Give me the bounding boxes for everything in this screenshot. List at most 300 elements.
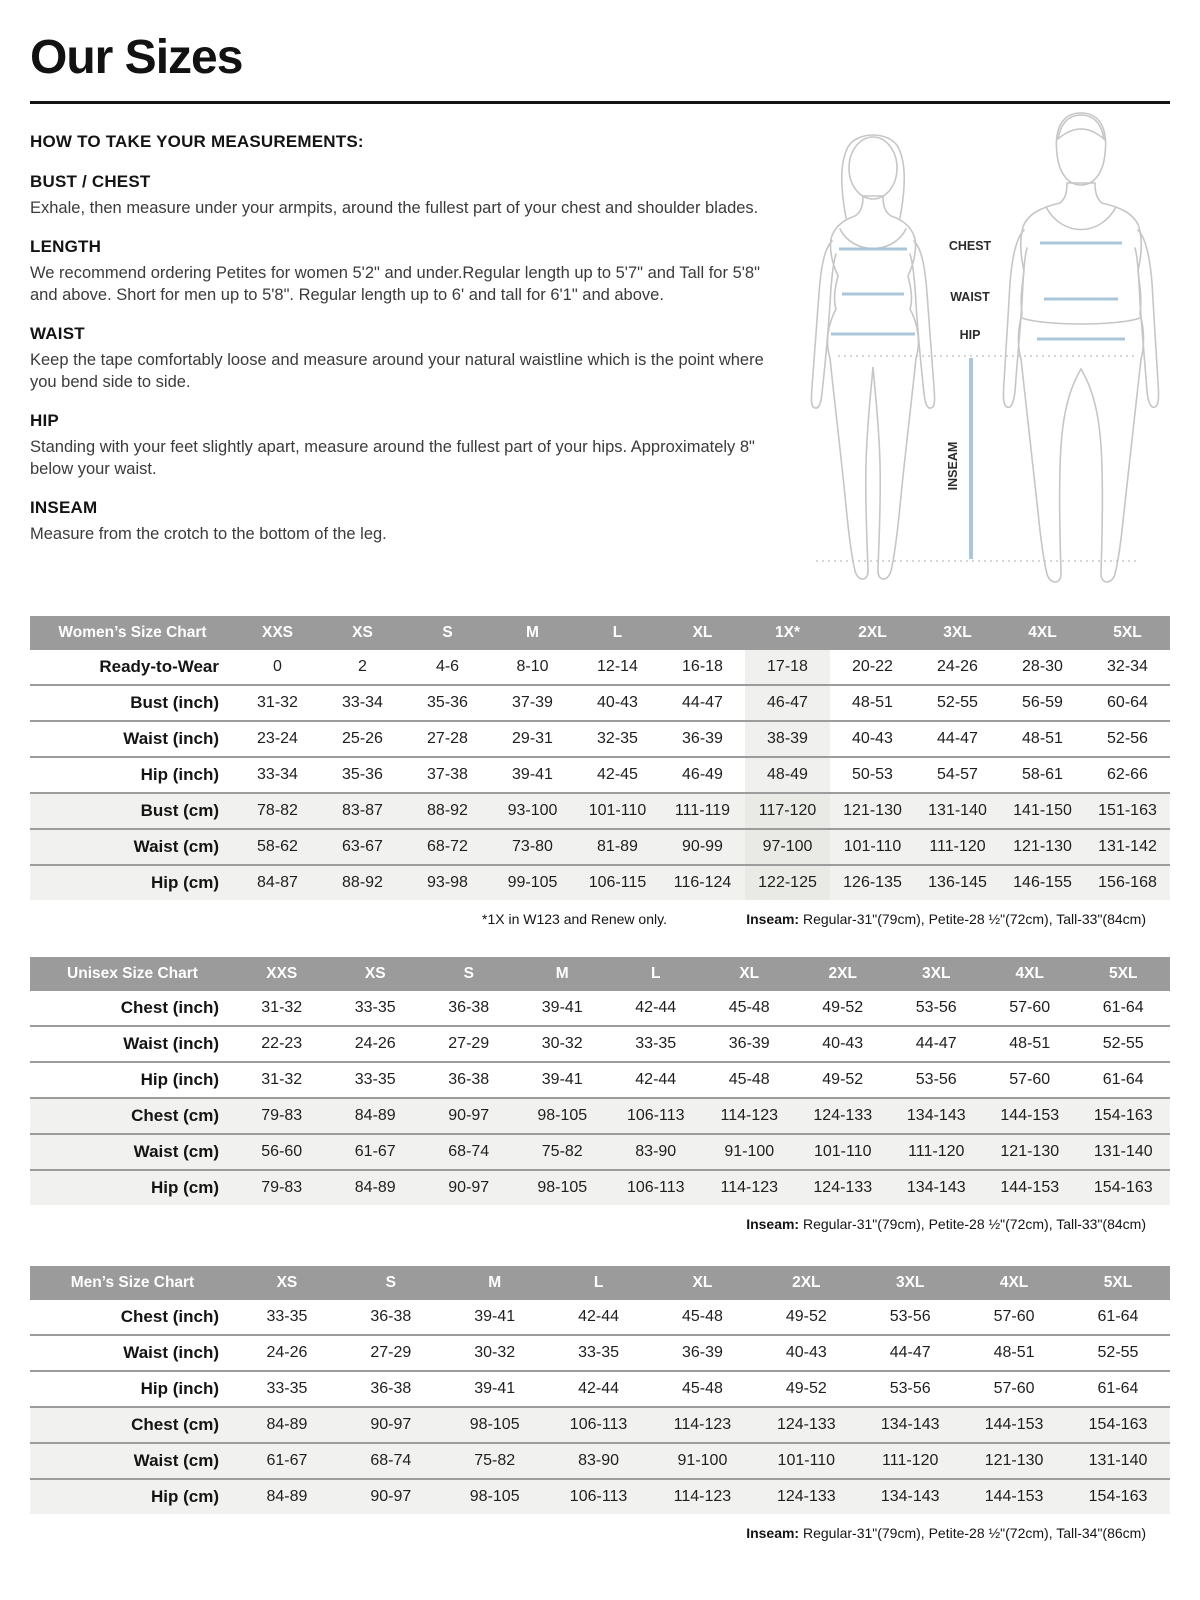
size-cell: 42-44: [578, 1308, 620, 1325]
table-row: [30, 757, 1170, 793]
size-cell: 57-60: [993, 1380, 1035, 1397]
size-cell: 144-153: [984, 1416, 1044, 1433]
section-text: Keep the tape comfortably loose and measure around your natural waistline which is the point where you bend side to side.: [30, 350, 764, 391]
size-cell: 101-110: [813, 1143, 872, 1160]
table-row: [30, 829, 1170, 865]
section-heading: WAIST: [30, 323, 85, 343]
size-column-header: 2XL: [754, 1266, 858, 1300]
size-cell: 39-41: [474, 1380, 516, 1397]
diagram-labels: [946, 239, 992, 490]
size-cell: 46-49: [682, 766, 723, 783]
size-cell: 30-32: [474, 1344, 516, 1361]
inseam-footnote-label: Inseam:: [746, 1216, 800, 1232]
one-x-footnote: *1X in W123 and Renew only.: [482, 911, 667, 927]
size-cell: 42-44: [578, 1380, 620, 1397]
size-cell: 68-72: [427, 838, 468, 855]
size-cell: 84-89: [354, 1107, 396, 1124]
size-cell: 58-61: [1022, 766, 1063, 783]
size-cell: 33-35: [354, 1071, 396, 1088]
size-column-header: 5XL: [1085, 616, 1170, 650]
instructions-heading: HOW TO TAKE YOUR MEASUREMENTS:: [30, 132, 364, 151]
size-cell: 83-87: [342, 802, 383, 819]
row-label: Hip (inch): [140, 765, 219, 784]
size-cell: 83-90: [635, 1143, 677, 1160]
size-cell: 90-99: [682, 838, 723, 855]
size-cell: 4-6: [435, 658, 460, 675]
row-label: Hip (cm): [151, 873, 219, 892]
section-text: Measure from the crotch to the bottom of the leg.: [30, 524, 387, 543]
size-cell: 36-39: [728, 1035, 770, 1052]
size-cell: 91-100: [677, 1452, 728, 1469]
size-cell: 45-48: [681, 1380, 723, 1397]
size-column-header: 3XL: [858, 1266, 962, 1300]
size-cell: 131-140: [928, 802, 987, 819]
size-cell: 32-35: [597, 730, 638, 747]
size-cell: 79-83: [261, 1179, 303, 1196]
size-cell: 62-66: [1107, 766, 1148, 783]
size-cell: 39-41: [512, 766, 553, 783]
size-column-header: M: [443, 1266, 547, 1300]
top-section: [30, 104, 1170, 602]
man-neckline: [1046, 207, 1116, 230]
measurement-section-waist: [30, 324, 765, 394]
size-cell: 126-135: [843, 874, 902, 891]
size-cell: 154-163: [1093, 1107, 1153, 1124]
size-cell: 57-60: [1009, 1071, 1051, 1088]
section-text: We recommend ordering Petites for women 5'2" and under.Regular length up to 5'7" and Tall for 5'8" and above. Short for men up to 5'8". Regular length up to 6' and tall for 6'1" and above.: [30, 263, 760, 304]
size-column-header: XS: [329, 957, 423, 991]
size-column-header: XXS: [235, 957, 329, 991]
size-cell: 121-130: [1000, 1143, 1060, 1160]
size-cell: 40-43: [597, 694, 638, 711]
size-column-header: 4XL: [983, 957, 1077, 991]
size-cell: 0: [273, 658, 282, 675]
measurement-section-hip: [30, 411, 765, 481]
table-row: [30, 1371, 1170, 1407]
size-cell: 33-35: [635, 1035, 677, 1052]
chest-label: CHEST: [948, 239, 992, 253]
size-cell: 27-28: [427, 730, 468, 747]
size-cell: 98-105: [469, 1416, 520, 1433]
size-cell: 48-51: [1022, 730, 1063, 747]
size-cell: 24-26: [937, 658, 978, 675]
size-cell: 63-67: [342, 838, 383, 855]
size-cell: 79-83: [261, 1107, 303, 1124]
size-cell: 56-59: [1022, 694, 1063, 711]
size-cell: 33-34: [257, 766, 298, 783]
size-cell: 42-45: [597, 766, 638, 783]
size-cell: 116-124: [673, 874, 732, 891]
size-cell: 52-55: [1097, 1344, 1139, 1361]
table-row: [30, 865, 1170, 900]
row-label: Chest (cm): [131, 1415, 219, 1434]
table-title: Men’s Size Chart: [30, 1266, 235, 1300]
size-column-header: S: [405, 616, 490, 650]
size-cell: 48-51: [852, 694, 893, 711]
size-cell: 134-143: [880, 1416, 940, 1433]
row-label: Waist (inch): [123, 1343, 219, 1362]
size-cell: 31-32: [257, 694, 298, 711]
size-column-header: 4XL: [962, 1266, 1066, 1300]
mens-chart-footnotes: [30, 1525, 1170, 1547]
womens-size-chart: [30, 616, 1170, 900]
size-cell: 141-150: [1013, 802, 1072, 819]
table-row: [30, 721, 1170, 757]
size-cell: 146-155: [1013, 874, 1072, 891]
size-cell: 90-97: [448, 1107, 490, 1124]
size-cell: 111-120: [882, 1452, 939, 1469]
size-column-header: S: [339, 1266, 443, 1300]
size-cell: 144-153: [1000, 1107, 1060, 1124]
size-cell: 37-39: [512, 694, 553, 711]
woman-neckline: [840, 229, 906, 249]
row-label: Chest (cm): [131, 1106, 219, 1125]
row-label: Bust (inch): [130, 693, 219, 712]
table-row: [30, 991, 1170, 1026]
inseam-footnote-text: Regular-31"(79cm), Petite-28 ½"(72cm), Tall-33"(84cm): [799, 1216, 1146, 1232]
size-cell: 40-43: [785, 1344, 827, 1361]
unisex-size-chart: [30, 957, 1170, 1205]
size-cell: 75-82: [541, 1143, 583, 1160]
size-cell: 122-125: [745, 865, 830, 900]
size-cell: 98-105: [469, 1488, 520, 1505]
size-cell: 151-163: [1098, 802, 1157, 819]
table-row: [30, 1170, 1170, 1205]
woman-body: [828, 196, 919, 579]
size-cell: 61-64: [1097, 1308, 1139, 1325]
size-cell: 48-49: [745, 757, 830, 793]
size-cell: 121-130: [984, 1452, 1044, 1469]
size-cell: 81-89: [597, 838, 638, 855]
size-cell: 136-145: [928, 874, 987, 891]
size-chart-table: [30, 616, 1170, 900]
size-cell: 111-120: [929, 838, 986, 855]
size-cell: 28-30: [1022, 658, 1063, 675]
size-cell: 83-90: [578, 1452, 620, 1469]
size-cell: 35-36: [427, 694, 468, 711]
size-cell: 45-48: [728, 999, 770, 1016]
table-row: [30, 793, 1170, 829]
size-cell: 31-32: [261, 999, 303, 1016]
table-row: [30, 1443, 1170, 1479]
size-cell: 106-113: [569, 1488, 628, 1505]
section-text: Exhale, then measure under your armpits, around the fullest part of your chest and shoulder blades.: [30, 199, 759, 217]
size-cell: 56-60: [261, 1143, 303, 1160]
size-cell: 53-56: [915, 1071, 957, 1088]
size-cell: 44-47: [682, 694, 723, 711]
row-label: Hip (inch): [140, 1070, 219, 1089]
man-tank-hem: [1022, 318, 1140, 324]
size-cell: 144-153: [1000, 1179, 1060, 1196]
size-cell: 36-38: [370, 1308, 412, 1325]
size-cell: 117-120: [745, 793, 830, 829]
size-cell: 93-98: [427, 874, 468, 891]
size-cell: 22-23: [261, 1035, 303, 1052]
size-column-header: S: [422, 957, 516, 991]
size-cell: 46-47: [745, 685, 830, 721]
size-cell: 73-80: [512, 838, 553, 855]
size-cell: 99-105: [507, 874, 558, 891]
inseam-footnote-text: Regular-31"(79cm), Petite-28 ½"(72cm), Tall-33"(84cm): [799, 911, 1146, 927]
size-cell: 57-60: [993, 1308, 1035, 1325]
size-cell: 154-163: [1088, 1416, 1148, 1433]
size-cell: 53-56: [915, 999, 957, 1016]
size-cell: 36-38: [448, 1071, 490, 1088]
size-cell: 98-105: [537, 1179, 588, 1196]
size-cell: 52-55: [937, 694, 978, 711]
table-row: [30, 1479, 1170, 1514]
size-column-header: 1X*: [745, 616, 830, 650]
size-cell: 44-47: [937, 730, 978, 747]
size-cell: 38-39: [745, 721, 830, 757]
size-cell: 61-64: [1102, 1071, 1144, 1088]
size-column-header: XL: [651, 1266, 755, 1300]
size-cell: 33-35: [578, 1344, 620, 1361]
size-cell: 101-110: [588, 802, 647, 819]
section-heading: HIP: [30, 410, 59, 430]
mens-size-chart: [30, 1266, 1170, 1514]
size-chart-table: [30, 957, 1170, 1205]
size-cell: 88-92: [427, 802, 468, 819]
row-label: Hip (cm): [151, 1487, 219, 1506]
inseam-footnote-label: Inseam:: [746, 1525, 800, 1541]
size-column-header: 3XL: [890, 957, 984, 991]
inseam-footnote: [746, 911, 1146, 927]
section-text: Standing with your feet slightly apart, measure around the fullest part of your hips. Approximately 8" below your waist.: [30, 437, 755, 478]
size-cell: 131-140: [1088, 1452, 1148, 1469]
size-cell: 75-82: [474, 1452, 516, 1469]
unisex-chart-footnotes: [30, 1216, 1170, 1238]
size-cell: 124-133: [813, 1179, 873, 1196]
size-cell: 84-89: [266, 1488, 308, 1505]
size-cell: 23-24: [257, 730, 298, 747]
row-label: Waist (inch): [123, 1034, 219, 1053]
size-column-header: XL: [703, 957, 797, 991]
size-cell: 154-163: [1093, 1179, 1153, 1196]
table-title: Women’s Size Chart: [30, 616, 235, 650]
size-column-header: L: [609, 957, 703, 991]
size-cell: 114-123: [673, 1416, 732, 1433]
size-cell: 48-51: [1009, 1035, 1051, 1052]
section-heading: LENGTH: [30, 236, 102, 256]
size-column-header: 5XL: [1066, 1266, 1170, 1300]
size-cell: 37-38: [427, 766, 468, 783]
table-row: [30, 1098, 1170, 1134]
size-cell: 90-97: [448, 1179, 490, 1196]
dotted-guides: [816, 356, 1140, 561]
size-cell: 58-62: [257, 838, 298, 855]
size-cell: 27-29: [370, 1344, 412, 1361]
inseam-footnote-label: Inseam:: [746, 911, 800, 927]
size-cell: 49-52: [822, 1071, 864, 1088]
figure-outlines: [811, 113, 1158, 582]
womens-chart-footnotes: [30, 911, 1170, 933]
size-cell: 60-64: [1107, 694, 1148, 711]
size-column-header: 2XL: [796, 957, 890, 991]
inseam-footnote: [746, 1216, 1146, 1232]
size-column-header: 3XL: [915, 616, 1000, 650]
body-measurement-diagram: [778, 106, 1178, 598]
row-label: Waist (inch): [123, 729, 219, 748]
table-row: [30, 650, 1170, 685]
size-column-header: 2XL: [830, 616, 915, 650]
size-chart-table: [30, 1266, 1170, 1514]
size-cell: 45-48: [681, 1308, 723, 1325]
size-cell: 50-53: [852, 766, 893, 783]
size-cell: 106-113: [626, 1179, 685, 1196]
size-cell: 53-56: [889, 1308, 931, 1325]
size-cell: 8-10: [516, 658, 549, 675]
row-label: Waist (cm): [133, 1451, 219, 1470]
size-cell: 40-43: [852, 730, 893, 747]
size-cell: 42-44: [635, 999, 677, 1016]
size-cell: 78-82: [257, 802, 298, 819]
size-column-header: XL: [660, 616, 745, 650]
size-cell: 33-35: [354, 999, 396, 1016]
size-cell: 30-32: [541, 1035, 583, 1052]
size-column-header: XS: [320, 616, 405, 650]
size-cell: 33-34: [342, 694, 383, 711]
size-cell: 124-133: [813, 1107, 873, 1124]
size-column-header: L: [575, 616, 660, 650]
section-heading: BUST / CHEST: [30, 172, 151, 191]
size-cell: 24-26: [266, 1344, 308, 1361]
size-cell: 134-143: [880, 1488, 940, 1505]
size-cell: 134-143: [906, 1107, 966, 1124]
size-cell: 27-29: [448, 1035, 490, 1052]
row-label: Bust (cm): [140, 801, 219, 820]
inseam-footnote: [746, 1525, 1146, 1541]
waist-label: WAIST: [950, 290, 990, 304]
size-cell: 25-26: [342, 730, 383, 747]
size-cell: 90-97: [370, 1488, 412, 1505]
size-cell: 36-38: [448, 999, 490, 1016]
size-cell: 124-133: [776, 1488, 836, 1505]
size-cell: 54-57: [937, 766, 978, 783]
size-cell: 90-97: [370, 1416, 412, 1433]
size-cell: 33-35: [266, 1380, 308, 1397]
size-column-header: XS: [235, 1266, 339, 1300]
size-cell: 48-51: [993, 1344, 1035, 1361]
size-cell: 144-153: [984, 1488, 1044, 1505]
size-cell: 33-35: [266, 1308, 308, 1325]
size-cell: 49-52: [785, 1308, 827, 1325]
size-cell: 61-64: [1102, 999, 1144, 1016]
size-cell: 98-105: [537, 1107, 588, 1124]
size-column-header: 4XL: [1000, 616, 1085, 650]
size-cell: 121-130: [843, 802, 902, 819]
size-cell: 36-39: [681, 1344, 723, 1361]
inseam-label: INSEAM: [946, 441, 960, 491]
size-cell: 84-87: [257, 874, 298, 891]
table-row: [30, 1407, 1170, 1443]
size-cell: 12-14: [597, 658, 638, 675]
size-cell: 156-168: [1098, 874, 1157, 891]
size-cell: 106-115: [588, 874, 647, 891]
size-column-header: M: [490, 616, 575, 650]
size-cell: 131-142: [1098, 838, 1157, 855]
row-label: Chest (inch): [120, 1307, 219, 1326]
size-cell: 29-31: [512, 730, 553, 747]
table-row: [30, 1062, 1170, 1098]
row-label: Waist (cm): [133, 837, 219, 856]
size-cell: 84-89: [266, 1416, 308, 1433]
table-row: [30, 1026, 1170, 1062]
measurement-section-inseam: [30, 498, 765, 546]
row-label: Hip (cm): [151, 1178, 219, 1197]
size-cell: 39-41: [541, 999, 583, 1016]
size-cell: 61-67: [266, 1452, 308, 1469]
size-cell: 42-44: [635, 1071, 677, 1088]
size-cell: 45-48: [728, 1071, 770, 1088]
woman-hair: [842, 135, 905, 218]
size-cell: 131-140: [1093, 1143, 1153, 1160]
inseam-footnote-text: Regular-31"(79cm), Petite-28 ½"(72cm), Tall-34"(86cm): [799, 1525, 1146, 1541]
size-cell: 61-67: [354, 1143, 396, 1160]
size-cell: 111-119: [674, 802, 731, 819]
size-cell: 53-56: [889, 1380, 931, 1397]
size-cell: 36-39: [682, 730, 723, 747]
size-column-header: XXS: [235, 616, 320, 650]
size-cell: 124-133: [776, 1416, 836, 1433]
size-cell: 20-22: [852, 658, 893, 675]
size-cell: 49-52: [822, 999, 864, 1016]
size-cell: 44-47: [915, 1035, 957, 1052]
size-cell: 114-123: [720, 1107, 779, 1124]
size-cell: 52-56: [1107, 730, 1148, 747]
measurement-section-length: [30, 237, 765, 307]
size-cell: 61-64: [1097, 1380, 1139, 1397]
size-cell: 154-163: [1088, 1488, 1148, 1505]
size-cell: 17-18: [745, 650, 830, 685]
size-column-header: 5XL: [1077, 957, 1171, 991]
size-cell: 16-18: [682, 658, 723, 675]
table-row: [30, 1335, 1170, 1371]
size-cell: 49-52: [785, 1380, 827, 1397]
size-cell: 57-60: [1009, 999, 1051, 1016]
size-cell: 36-38: [370, 1380, 412, 1397]
table-row: [30, 685, 1170, 721]
size-cell: 35-36: [342, 766, 383, 783]
size-cell: 68-74: [370, 1452, 412, 1469]
size-cell: 101-110: [843, 838, 902, 855]
size-cell: 31-32: [261, 1071, 303, 1088]
table-title: Unisex Size Chart: [30, 957, 235, 991]
row-label: Ready-to-Wear: [99, 657, 219, 676]
section-heading: INSEAM: [30, 497, 98, 517]
woman-head: [849, 137, 897, 199]
row-label: Hip (inch): [140, 1379, 219, 1398]
size-cell: 93-100: [507, 802, 558, 819]
size-column-header: L: [547, 1266, 651, 1300]
size-cell: 52-55: [1102, 1035, 1144, 1052]
size-cell: 91-100: [724, 1143, 775, 1160]
size-cell: 39-41: [541, 1071, 583, 1088]
size-cell: 97-100: [745, 829, 830, 865]
table-row: [30, 1134, 1170, 1170]
size-cell: 114-123: [673, 1488, 732, 1505]
size-cell: 40-43: [822, 1035, 864, 1052]
size-cell: 106-113: [626, 1107, 685, 1124]
size-column-header: M: [516, 957, 610, 991]
measurement-instructions: [30, 104, 765, 546]
size-cell: 114-123: [720, 1179, 779, 1196]
size-cell: 39-41: [474, 1308, 516, 1325]
size-cell: 111-120: [908, 1143, 965, 1160]
measurement-section-bust: [30, 172, 765, 220]
size-cell: 121-130: [1013, 838, 1072, 855]
size-cell: 44-47: [889, 1344, 931, 1361]
